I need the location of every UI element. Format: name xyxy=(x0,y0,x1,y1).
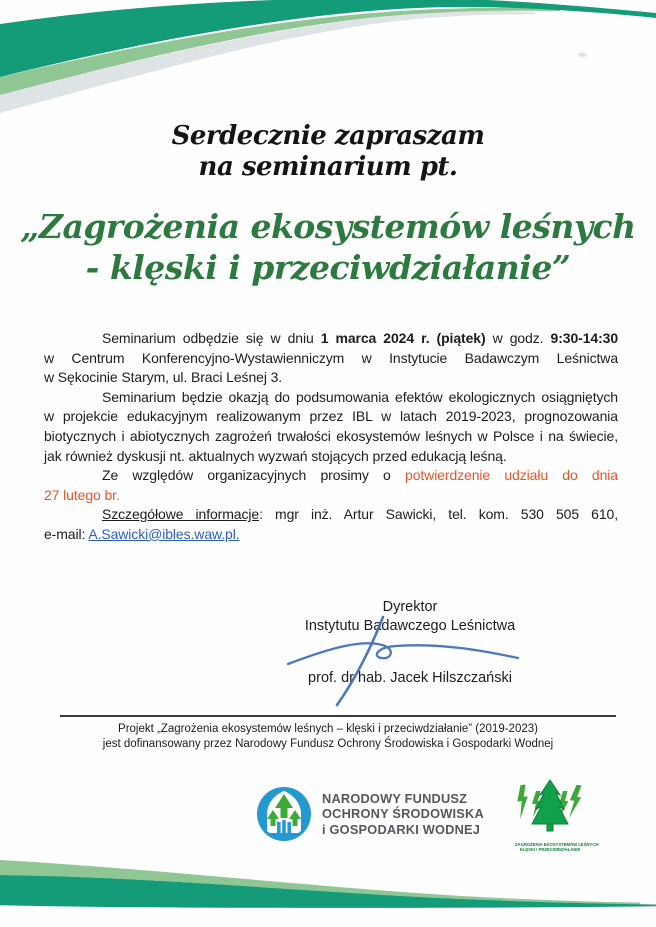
nfosigw-text-line-1: NARODOWY FUNDUSZ xyxy=(322,790,468,806)
nfosigw-logo-text xyxy=(322,791,484,838)
body-line: w projekcie edukacyjnym realizowanym przez IBL w latach 2019-2023, prognozowania xyxy=(44,408,618,425)
body-line xyxy=(44,505,618,525)
contact-details: : mgr inż. Artur Sawicki, tel. kom. 530 505 610, xyxy=(259,506,618,523)
seminar-hours: 9:30-14:30 xyxy=(550,330,619,346)
signer-role-line-2: Instytutu Badawczego Leśnictwa xyxy=(304,618,516,634)
scan-artifact-smudge xyxy=(578,53,587,57)
top-swoosh-decoration xyxy=(0,0,656,120)
project-credit-line-1: Projekt „Zagrożenia ekosystemów leśnych – klęski i przeciwdziałanie” (2019-2023) xyxy=(118,723,538,735)
body-line xyxy=(44,329,618,349)
project-tree-logo xyxy=(515,779,599,853)
body-line: biotycznych i abiotycznych zagrożeń trwałości ekosystemów leśnych w Polsce i na świecie, xyxy=(44,427,618,444)
intro-line-1: Serdecznie zapraszam xyxy=(171,121,485,151)
seminar-title-line-1: „Zagrożenia ekosystemów leśnych xyxy=(20,207,636,246)
nfosigw-text-line-3: i GOSPODARKI WODNEJ xyxy=(322,821,481,837)
body-line xyxy=(44,486,618,506)
intro-invitation-text xyxy=(0,121,656,183)
letter-body xyxy=(44,329,618,545)
nfosigw-logo xyxy=(256,786,484,842)
body-line: w Centrum Konferencyjno-Wystawienniczym w Instytucie Badawczym Leśnictwa xyxy=(44,349,618,366)
footer-divider-line xyxy=(60,715,616,717)
body-text: w godz. xyxy=(485,330,551,346)
body-line xyxy=(44,525,618,545)
project-credit xyxy=(0,722,656,751)
body-line: jak również dyskusji nt. aktualnych wyzwań stojących przed edukacją leśną. xyxy=(44,447,507,464)
bottom-swoosh-decoration xyxy=(0,855,656,927)
nfosigw-circle-tree-icon xyxy=(256,786,312,842)
seminar-title xyxy=(0,206,656,288)
body-line xyxy=(44,466,618,486)
tree-lightning-icon xyxy=(515,779,585,836)
signature-block xyxy=(245,598,575,688)
body-line: w Sękocinie Starym, ul. Braci Leśnej 3. xyxy=(44,369,283,386)
intro-line-2: na seminarium pt. xyxy=(198,152,458,182)
details-label: Szczegółowe informacje xyxy=(102,506,260,523)
body-line: Seminarium będzie okazją do podsumowania efektów ekologicznych osiągniętych xyxy=(102,388,618,405)
signer-role-line-1: Dyrektor xyxy=(382,599,438,615)
email-label: e-mail: xyxy=(44,525,89,542)
project-credit-line-2: jest dofinansowany przez Narodowy Fundusz Ochrony Środowiska i Gospodarki Wodnej xyxy=(102,737,554,750)
seminar-date: 1 marca 2024 r. (piątek) xyxy=(320,330,486,346)
nfosigw-text-line-2: OCHRONY ŚRODOWISKA xyxy=(322,806,484,822)
seminar-title-line-2: - klęski i przeciwdziałanie” xyxy=(85,248,571,287)
body-text: Seminarium odbędzie się w dniu xyxy=(102,330,321,346)
body-text: Ze względów organizacyjnych prosimy o xyxy=(102,467,406,484)
signer-name: prof. dr hab. Jacek Hilszczański xyxy=(308,670,512,686)
tree-caption-line-1: ZAGROŻENIA EKOSYSTEMÓW LEŚNYCH xyxy=(515,842,599,847)
confirmation-deadline-highlight: potwierdzenie udziału do dnia xyxy=(405,467,618,484)
tree-caption-line-2: KLĘSKI I PRZECIWDZIAŁANIE xyxy=(519,847,581,853)
email-link[interactable]: A.Sawicki@ibles.waw.pl. xyxy=(88,525,240,542)
confirmation-deadline-date: 27 lutego br. xyxy=(44,486,120,503)
tree-logo-caption xyxy=(515,842,599,853)
